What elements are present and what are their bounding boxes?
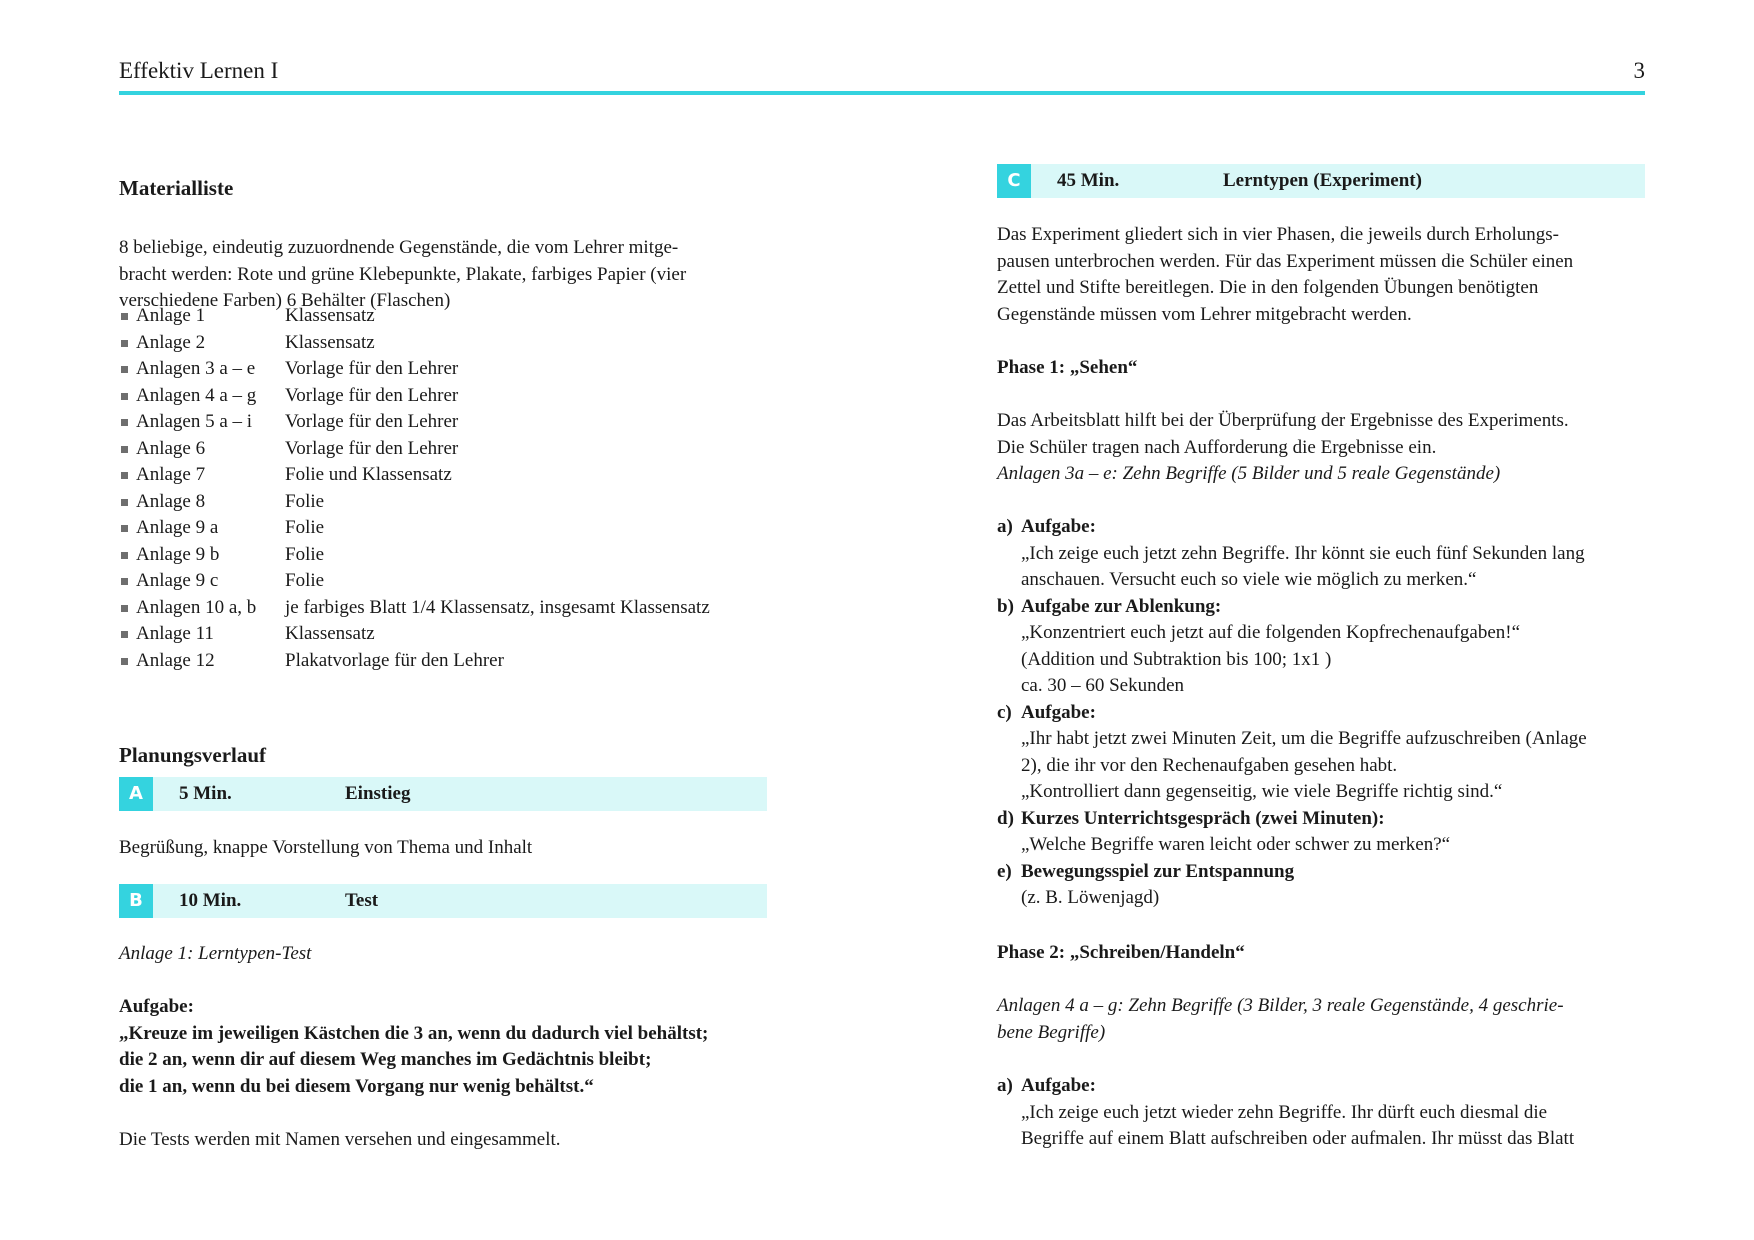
list-item [119, 383, 819, 410]
task-line: 2), die ihr vor den Rechenaufgaben gesehen habt. [1021, 754, 1398, 776]
bullet-icon [121, 366, 128, 373]
list-item [119, 356, 819, 383]
list-item [119, 595, 819, 622]
phase-b-task [119, 994, 767, 1100]
attachment-name: Anlage 12 [136, 649, 215, 671]
task-line: „Welche Begriffe waren leicht oder schwer zu merken?“ [1021, 834, 1451, 855]
text-line: Die Schüler tragen nach Aufforderung die Ergebnisse ein. [997, 436, 1437, 458]
attachment-desc: Folie [285, 517, 325, 538]
list-item [119, 515, 819, 542]
task-line: (Addition und Subtraktion bis 100; 1x1 ) [1021, 648, 1332, 670]
list-item [119, 542, 819, 569]
attachment-desc: Vorlage für den Lehrer [285, 411, 459, 432]
materials-heading: Materialliste [119, 176, 234, 200]
phase-a-text: Begrüßung, knappe Vorstellung von Thema und Inhalt [119, 837, 533, 858]
attachment-desc: Folie [285, 570, 325, 591]
attachment-desc: je farbiges Blatt 1/4 Klassensatz, insgesamt Klassensatz [285, 596, 710, 618]
bullet-icon [121, 340, 128, 347]
task-line: die 1 an, wenn du bei diesem Vorgang nur wenig behältst.“ [119, 1075, 594, 1097]
phase1-heading: Phase 1: „Sehen“ [997, 357, 1138, 378]
list-item [119, 621, 819, 648]
bullet-icon [121, 446, 128, 453]
bullet-icon [121, 658, 128, 665]
attachment-line: bene Begriffe) [997, 1021, 1106, 1043]
attachment-name: Anlage 8 [136, 490, 206, 512]
attachment-name: Anlagen 3 a – e [136, 358, 256, 379]
attachment-desc: Folie [285, 490, 325, 512]
attachment-desc: Klassensatz [285, 331, 375, 353]
intro-line: 8 beliebige, eindeutig zuzuordnende Gegenstände, die vom Lehrer mitge- [119, 237, 679, 258]
page-header [119, 54, 1645, 94]
list-item [119, 462, 819, 489]
list-item [119, 330, 819, 357]
list-item [119, 648, 819, 675]
bullet-icon [121, 631, 128, 638]
phase-bar-c [997, 164, 1645, 198]
bullet-icon [121, 393, 128, 400]
phase2-heading: Phase 2: „Schreiben/Handeln“ [997, 942, 1245, 963]
task-line: „Konzentriert euch jetzt auf die folgenden Kopfrechenaufgaben!“ [1021, 622, 1521, 643]
task-line: die 2 an, wenn dir auf diesem Weg manches im Gedächtnis bleibt; [119, 1049, 652, 1070]
attachment-desc: Folie und Klassensatz [285, 464, 452, 485]
task-line: „Kontrolliert dann gegenseitig, wie viele Begriffe richtig sind.“ [1021, 781, 1503, 802]
header-rule [119, 91, 1645, 95]
attachment-name: Anlage 9 c [136, 570, 219, 591]
task-a-label: a) Aufgabe: [997, 1075, 1096, 1096]
bullet-icon [121, 552, 128, 559]
attachment-name: Anlagen 10 a, b [136, 596, 257, 618]
task-line: „Kreuze im jeweiligen Kästchen die 3 an, wenn du dadurch viel behältst; [119, 1022, 709, 1044]
list-item [119, 409, 819, 436]
attachment-name: Anlagen 4 a – g [136, 384, 257, 406]
task-label: Aufgabe: [119, 996, 194, 1017]
phase-bar-a [119, 777, 767, 811]
phase-time: 45 Min. [1057, 170, 1120, 191]
task-d-label: d) Kurzes Unterrichtsgespräch (zwei Minuten): [997, 807, 1385, 829]
list-item [119, 303, 819, 330]
bullet-icon [121, 419, 128, 426]
bullet-icon [121, 472, 128, 479]
attachment-desc: Plakatvorlage für den Lehrer [285, 649, 504, 671]
phase-time: 5 Min. [179, 783, 232, 804]
list-item [119, 568, 819, 595]
bullet-icon [121, 605, 128, 612]
phase2-attachment [997, 993, 1645, 1046]
attachment-desc: Vorlage für den Lehrer [285, 384, 459, 406]
attachment-desc: Folie [285, 543, 325, 565]
attachment-name: Anlage 9 b [136, 543, 220, 565]
phase1-text [997, 408, 1645, 488]
attachment-name: Anlage 7 [136, 464, 206, 485]
intro-line: bracht werden: Rote und grüne Klebepunkte, Plakate, farbiges Papier (vier [119, 263, 687, 285]
phase1-tasks [997, 514, 1645, 912]
task-a-label: a) Aufgabe: [997, 516, 1096, 537]
phase-badge: C [997, 164, 1031, 198]
attachment-name: Anlage 6 [136, 437, 206, 459]
intro-line: Gegenstände müssen vom Lehrer mitgebracht werden. [997, 303, 1412, 325]
phase2-tasks [997, 1073, 1645, 1153]
phase1-attachment: Anlagen 3a – e: Zehn Begriffe (5 Bilder und 5 reale Gegenstände) [997, 463, 1501, 484]
task-line: (z. B. Löwenjagd) [1021, 887, 1160, 908]
phase-title: Test [345, 890, 379, 911]
intro-line: verschiedene Farben) 6 Behälter (Flaschen) [119, 290, 451, 311]
task-line: Begriffe auf einem Blatt aufschreiben oder aufmalen. Ihr müsst das Blatt [1021, 1128, 1575, 1149]
task-c-label: c) Aufgabe: [997, 701, 1096, 723]
task-line: ca. 30 – 60 Sekunden [1021, 675, 1185, 696]
phase-title: Lerntypen (Experiment) [1223, 170, 1422, 191]
phase-time: 10 Min. [179, 890, 242, 911]
phase-bar-b [119, 884, 767, 918]
task-e-label: e) Bewegungsspiel zur Entspannung [997, 860, 1295, 882]
attachment-desc: Klassensatz [285, 305, 375, 326]
attachment-line: Anlagen 4 a – g: Zehn Begriffe (3 Bilder, 3 reale Gegenstände, 4 geschrie- [997, 995, 1564, 1016]
phase-title: Einstieg [345, 783, 411, 804]
task-line: „Ich zeige euch jetzt wieder zehn Begriffe. Ihr dürft euch diesmal die [1021, 1101, 1548, 1123]
attachment-name: Anlage 2 [136, 331, 206, 353]
bullet-icon [121, 578, 128, 585]
bullet-icon [121, 525, 128, 532]
attachment-name: Anlage 11 [136, 623, 214, 644]
bullet-icon [121, 313, 128, 320]
intro-line: pausen unterbrochen werden. Für das Experiment müssen die Schüler einen [997, 250, 1574, 272]
phase-b-closing: Die Tests werden mit Namen versehen und eingesammelt. [119, 1129, 561, 1150]
intro-line: Das Experiment gliedert sich in vier Phasen, die jeweils durch Erholungs- [997, 224, 1559, 245]
phase-badge: A [119, 777, 153, 811]
attachment-desc: Vorlage für den Lehrer [285, 437, 459, 459]
phase-b-attachment: Anlage 1: Lerntypen-Test [119, 943, 312, 964]
running-title: Effektiv Lernen I [119, 58, 279, 83]
attachment-name: Anlagen 5 a – i [136, 411, 253, 432]
task-line: „Ihr habt jetzt zwei Minuten Zeit, um die Begriffe aufzuschreiben (Anlage [1021, 728, 1587, 749]
attachment-desc: Klassensatz [285, 623, 375, 644]
task-b-label: b) Aufgabe zur Ablenkung: [997, 595, 1222, 617]
text-line: Das Arbeitsblatt hilft bei der Überprüfung der Ergebnisse des Experiments. [997, 410, 1569, 431]
attachment-desc: Vorlage für den Lehrer [285, 358, 459, 379]
phase-badge: B [119, 884, 153, 918]
attachment-name: Anlage 9 a [136, 517, 219, 538]
list-item [119, 436, 819, 463]
attachment-name: Anlage 1 [136, 305, 206, 326]
materials-list [119, 303, 819, 674]
task-line: „Ich zeige euch jetzt zehn Begriffe. Ihr könnt sie euch fünf Sekunden lang [1021, 542, 1585, 564]
intro-line: Zettel und Stifte bereitlegen. Die in den folgenden Übungen benötigten [997, 277, 1539, 298]
list-item [119, 489, 819, 516]
planning-heading: Planungsverlauf [119, 743, 267, 767]
task-line: anschauen. Versucht euch so viele wie möglich zu merken.“ [1021, 569, 1477, 590]
experiment-intro [997, 222, 1645, 328]
bullet-icon [121, 499, 128, 506]
page-number: 3 [1633, 58, 1645, 83]
